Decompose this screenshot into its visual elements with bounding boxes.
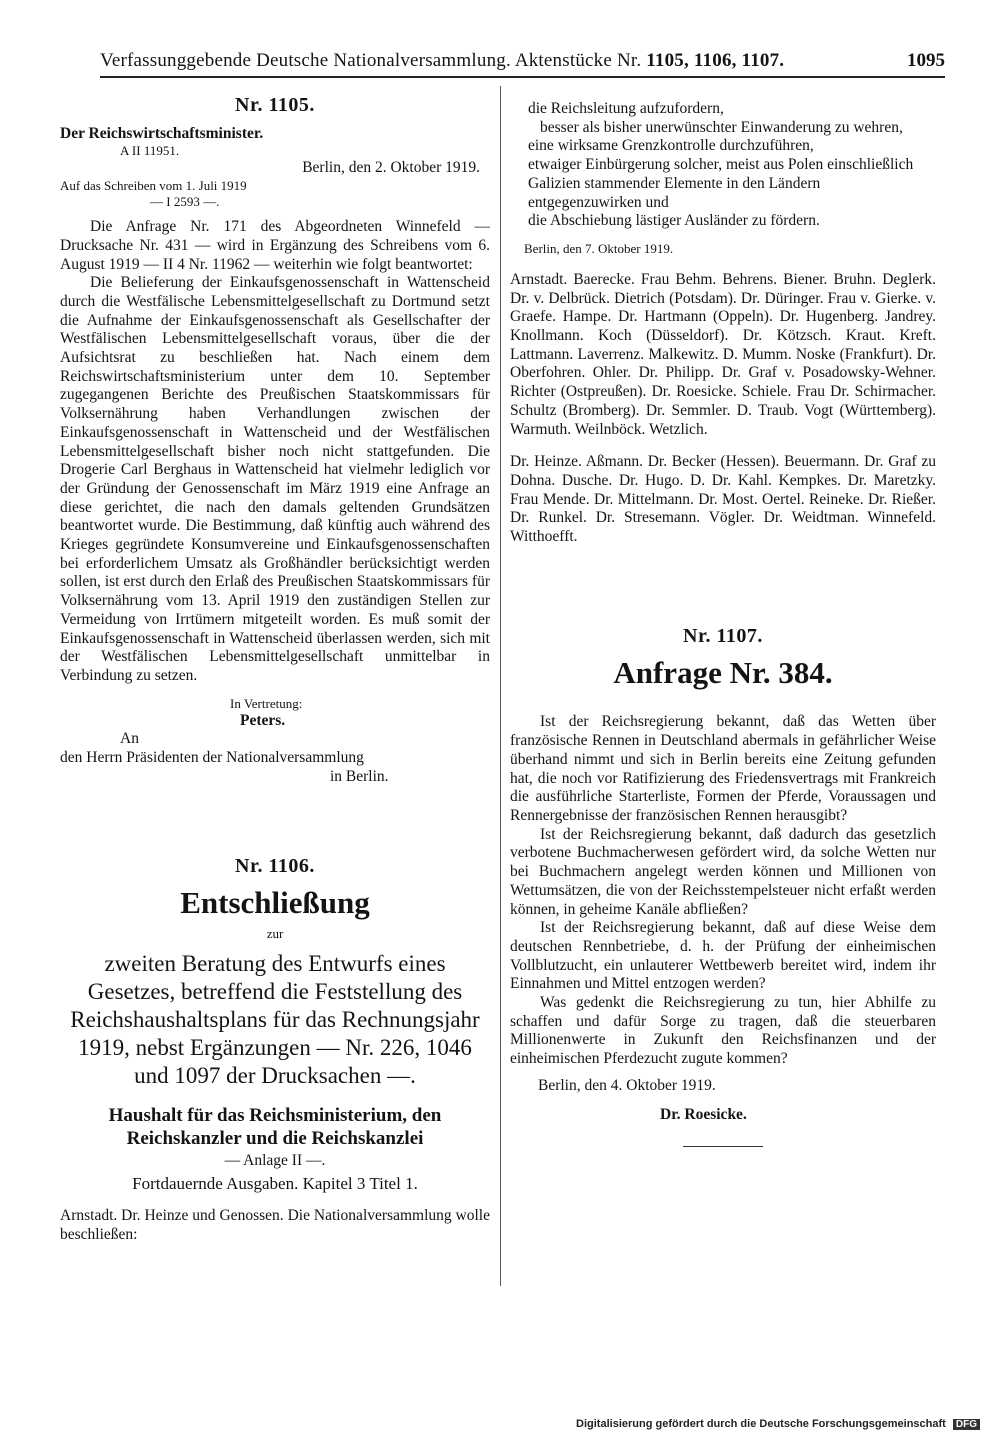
list-item: die Reichsleitung aufzufordern, bbox=[528, 100, 724, 117]
doc-1106-signers-1: Arnstadt. Baerecke. Frau Behm. Behrens. Biener. Bruhn. Deglerk. Dr. v. Delbrück. Dietrich (Potsdam). Dr. Düringer. Frau v. Gierke. v. Graefe. Hampe. Dr. Hartmann (Oppeln). Dr. Hugenberg. Jandrey. Knollmann. Koch (Düsseldorf). Dr. Kötzsch. Kraut. Kreft. Lattmann. Laverrenz. Malkewitz. D. Mumm. Noske (Frankfurt). Dr. Oberfohren. Ohler. Dr. Philipp. Dr. Graf v. Posadowsky-Wehner. Richter (Ostpreußen). Dr. Roesicke. Schiele. Frau Dr. Schirmacher. Schultz (Bromberg). Dr. Semmler. D. Traub. Vogt (Württemberg). Warmuth. Weilnböck. Wetzlich. bbox=[510, 270, 936, 438]
list-item: eine wirksame Grenzkontrolle durchzuführen, bbox=[528, 137, 814, 155]
doc-1106-title: Entschließung bbox=[180, 885, 370, 921]
doc-1107-number: Nr. 1107. bbox=[683, 624, 763, 647]
doc-1105-signature: Peters. bbox=[240, 711, 286, 729]
doc-1107-date: Berlin, den 4. Oktober 1919. bbox=[538, 1076, 716, 1094]
list-item: die Abschiebung lästiger Ausländer zu fördern. bbox=[528, 212, 820, 230]
left-column bbox=[60, 88, 490, 1245]
doc-1105-in-vertretung: In Vertretung: bbox=[230, 695, 303, 711]
doc-1105-ref: A II 11951. bbox=[120, 143, 180, 159]
doc-1105-date: Berlin, den 2. Oktober 1919. bbox=[302, 159, 480, 177]
list-item: besser als bisher unerwünschter Einwanderung zu wehren, bbox=[540, 118, 903, 136]
footer-credit bbox=[576, 1418, 980, 1430]
doc-1107-signature: Dr. Roesicke. bbox=[660, 1105, 747, 1123]
dfg-logo: DFG bbox=[953, 1419, 980, 1430]
header-title bbox=[100, 50, 784, 72]
doc-1105-an: An bbox=[120, 730, 139, 748]
doc-1107-paragraph: Ist der Reichsregierung bekannt, daß das Wetten über französische Rennen in Deutschland abermals in gefährlicher Weise überhand nimmt und sich in Berlin bereits eine Zeitung gefunden hat, die noch vor Ratifizierung des Friedensvertrags mit Frankreich die ausführliche Starterliste, Formen der Pferde, Voraussagen und Rennergebnisse der französischen Rennen herausgibt? bbox=[510, 713, 936, 824]
doc-1107-title: Anfrage Nr. 384. bbox=[613, 655, 833, 691]
header-title-prefix: Verfassunggebende Deutsche Nationalversammlung. Aktenstücke Nr. bbox=[100, 50, 642, 71]
right-column bbox=[510, 100, 936, 1169]
doc-1105-number: Nr. 1105. bbox=[235, 94, 315, 116]
doc-1105-sender: Der Reichswirtschaftsminister. bbox=[60, 124, 264, 142]
doc-1106-signers-2: Dr. Heinze. Aßmann. Dr. Becker (Hessen). Beuermann. Dr. Graf zu Dohna. Dusche. Dr. Hugo. D. Dr. Kahl. Kempkes. Dr. Maretzky. Frau Mende. Dr. Mittelmann. Dr. Most. Oertel. Reineke. Dr. Rießer. Dr. Runkel. Dr. Stresemann. Vögler. Dr. Weidtman. Winnefeld. Witthoefft. bbox=[510, 453, 936, 546]
doc-1106-haushalt: Haushalt für das Reichsministerium, den Reichskanzler und die Reichskanzlei bbox=[108, 1104, 442, 1149]
doc-1105-reply-line1: Auf das Schreiben vom 1. Juli 1919 bbox=[60, 178, 247, 194]
doc-1105-intro: Die Anfrage Nr. 171 des Abgeordneten Winnefeld — Drucksache Nr. 431 — wird in Ergänzung des Schreibens vom 6. August 1919 — II 4 Nr. 11962 — weiterhin wie folgt beantwortet: bbox=[60, 218, 490, 273]
doc-1106-ausgaben: Fortdauernde Ausgaben. Kapitel 3 Titel 1. bbox=[132, 1173, 418, 1193]
doc-1105-addressee: den Herrn Präsidenten der Nationalversammlung bbox=[60, 749, 364, 767]
doc-1106-zur: zur bbox=[266, 926, 284, 942]
doc-1105-body: Die Belieferung der Einkaufsgenossenschaft in Wattenscheid durch die Westfälische Lebensmittelgesellschaft zu Dortmund setzt die Aufnahme der Einkaufsgenossenschaft als Gesellschafter der Westfälischen Lebensmittelgesellschaft voraus, über die der Aufsichtsrat zu beschließen hat. Nach einem dem Reichswirtschaftsministerium unter dem 10. September zugegangenen Berichte des Preußischen Staatskommissars für Volksernährung haben Verhandlungen zwischen der Einkaufsgenossenschaft in Wattenscheid und der Westfälischen Lebensmittelgesellschaft bisher noch nicht stattgefunden. Die Drogerie Carl Berghaus in Wattenscheid hat vielmehr lediglich vor der Gründung der Genossenschaft im März 1919 eine Anfrage an diese gerichtet, die nach den damals geltenden Grundsätzen beantwortet wurde. Die Bestimmung, daß künftig auch während des Krieges gegründete Konsumvereine und Einkaufsgenossenschaften bei erforderlichem Umsatz als Großhändler berücksichtigt werden sollen, ist erst durch den Erlaß des Preußischen Staatskommissars für Volksernährung vom 13. April 1919 den zuständigen Stellen zur Vermeidung von Irrtümern mitgeteilt worden. Es muß somit der Einkaufsgenossenschaft in Wattenscheid überlassen werden, sich mit der Westfälischen Lebensmittelgesellschaft unmittelbar in Verbindung zu setzen. bbox=[60, 274, 490, 684]
section-end-rule bbox=[683, 1146, 763, 1147]
page-header bbox=[100, 46, 945, 80]
doc-1107-paragraph: Was gedenkt die Reichsregierung zu tun, hier Abhilfe zu schaffen und dafür Sorge zu tragen, daß die steuerbaren Millionenwerte in Zukunft den Reichsfinanzen und der einheimischen Pferdezucht zugute kommen? bbox=[510, 994, 936, 1068]
doc-1105-addressee-city: in Berlin. bbox=[330, 767, 389, 785]
doc-1105-reply-line2: — I 2593 —. bbox=[150, 194, 220, 210]
doc-1106-subject: zweiten Beratung des Entwurfs eines Gesetzes, betreffend die Feststellung des Reichshaushaltsplans für das Rechnungsjahr 1919, nebst Ergänzungen — Nr. 226, 1046 und 1097 der Drucksachen —. bbox=[70, 950, 480, 1088]
footer-text: Digitalisierung gefördert durch die Deutsche Forschungsgemeinschaft bbox=[576, 1418, 946, 1430]
doc-1106-number: Nr. 1106. bbox=[235, 854, 315, 877]
list-item: etwaiger Einbürgerung solcher, meist aus Polen einschließlich Galizien stammender Elemente in den Ländern entgegenzuwirken und bbox=[528, 156, 914, 211]
column-divider bbox=[500, 86, 501, 1286]
header-title-numbers: 1105, 1106, 1107. bbox=[646, 50, 785, 71]
doc-1107-paragraph: Ist der Reichsregierung bekannt, daß auf diese Weise dem deutschen Rennbetriebe, d. h. der Prüfung der einheimischen Vollblutzucht, ein unlauterer Wettbewerb bereitet wird, indem ihr Einnahmen und Mittel entzogen werden? bbox=[510, 919, 936, 993]
header-rule bbox=[100, 76, 945, 78]
doc-1107-paragraph: Ist der Reichsregierung bekannt, daß dadurch das gesetzlich verbotene Buchmacherwesen gefördert wird, da solche Wetten nur bei Buchmachern angelegt werden können und Millionen von Wettumsätzen, die von der Reichsstempelsteuer nicht erfaßt werden können, in geheime Kanäle abfließen? bbox=[510, 825, 936, 918]
page-number: 1095 bbox=[907, 50, 945, 71]
doc-1106-motion: Arnstadt. Dr. Heinze und Genossen. Die Nationalversammlung wolle beschließen: bbox=[60, 1207, 490, 1244]
doc-1106-date: Berlin, den 7. Oktober 1919. bbox=[524, 240, 674, 256]
doc-1106-anlage: — Anlage II —. bbox=[224, 1151, 326, 1169]
doc-1106-demands-list bbox=[510, 100, 936, 231]
